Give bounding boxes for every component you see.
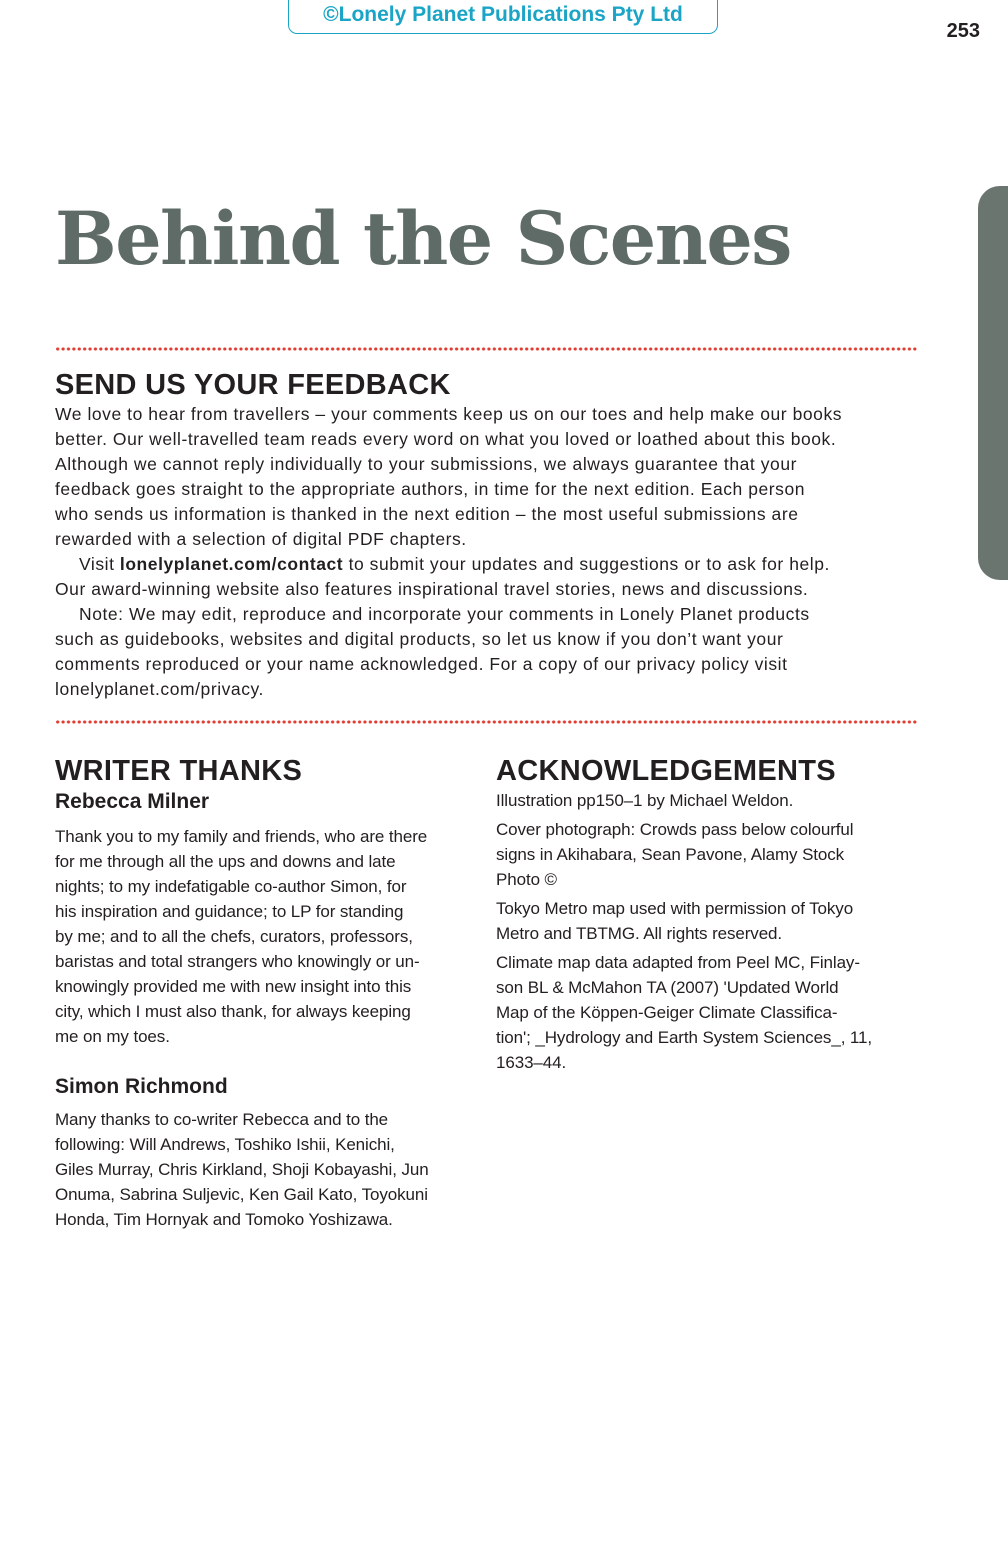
feedback-line: such as guidebooks, websites and digital products, so let us know if you don’t want your <box>55 629 784 649</box>
thanks-line: by me; and to all the chefs, curators, professors, <box>55 927 413 946</box>
ack-item <box>496 950 916 1075</box>
ack-line: Metro and TBTMG. All rights reserved. <box>496 924 783 943</box>
thanks-line: baristas and total strangers who knowingly or un- <box>55 952 420 971</box>
acknowledgements-section <box>496 754 916 1075</box>
writer-thanks-section <box>55 754 475 1232</box>
feedback-line: Although we cannot reply individually to your submissions, we always guarantee that your <box>55 454 797 474</box>
thanks-line: me on my toes. <box>55 1027 170 1046</box>
feedback-contact-line <box>55 552 925 577</box>
ack-item <box>496 896 916 946</box>
thanks-line: Honda, Tim Hornyak and Tomoko Yoshizawa. <box>55 1210 393 1229</box>
ack-line: Map of the Köppen-Geiger Climate Classifica- <box>496 1003 838 1022</box>
feedback-line: feedback goes straight to the appropriate authors, in time for the next edition. Each person <box>55 479 806 499</box>
feedback-line: Our award-winning website also features inspirational travel stories, news and discussions. <box>55 579 809 599</box>
feedback-line: better. Our well-travelled team reads every word on what you loved or loathed about this book. <box>55 429 837 449</box>
ack-line: Illustration pp150–1 by Michael Weldon. <box>496 791 794 810</box>
ack-line: 1633–44. <box>496 1053 567 1072</box>
feedback-line: rewarded with a selection of digital PDF chapters. <box>55 529 467 549</box>
writer-name: Simon Richmond <box>55 1075 228 1098</box>
feedback-heading: SEND US YOUR FEEDBACK <box>55 369 451 401</box>
ack-item <box>496 788 916 813</box>
dotted-divider <box>55 347 917 351</box>
ack-line: Climate map data adapted from Peel MC, Finlay- <box>496 953 860 972</box>
page-title: Behind the Scenes <box>55 196 791 282</box>
thanks-line: Giles Murray, Chris Kirkland, Shoji Kobayashi, Jun <box>55 1160 429 1179</box>
thanks-line: for me through all the ups and downs and late <box>55 852 396 871</box>
copyright-text: ©Lonely Planet Publications Pty Ltd <box>323 3 683 26</box>
ack-line: signs in Akihabara, Sean Pavone, Alamy Stock <box>496 845 845 864</box>
ack-line: Photo © <box>496 870 557 889</box>
thanks-line: Onuma, Sabrina Suljevic, Ken Gail Kato, Toyokuni <box>55 1185 428 1204</box>
feedback-line: We love to hear from travellers – your comments keep us on our toes and help make our books <box>55 404 843 424</box>
visit-text: Visit <box>79 554 120 574</box>
ack-line: son BL & McMahon TA (2007) 'Updated World <box>496 978 839 997</box>
chapter-side-tab <box>978 186 1008 580</box>
dotted-divider <box>55 720 917 724</box>
thanks-line: Thank you to my family and friends, who are there <box>55 827 428 846</box>
feedback-section <box>55 368 925 702</box>
feedback-line: Note: We may edit, reproduce and incorporate your comments in Lonely Planet products <box>79 604 810 624</box>
thanks-line: following: Will Andrews, Toshiko Ishii, Kenichi, <box>55 1135 395 1154</box>
thanks-line: his inspiration and guidance; to LP for standing <box>55 902 404 921</box>
contact-suffix: to submit your updates and suggestions or to ask for help. <box>343 554 830 574</box>
page-number: 253 <box>946 20 980 42</box>
writer-name: Rebecca Milner <box>55 790 210 813</box>
privacy-link[interactable]: lonelyplanet.com/privacy. <box>55 679 264 699</box>
thanks-line: knowingly provided me with new insight into this <box>55 977 412 996</box>
feedback-line: comments reproduced or your name acknowledged. For a copy of our privacy policy visit <box>55 654 788 674</box>
ack-item <box>496 817 916 892</box>
feedback-line: who sends us information is thanked in the next edition – the most useful submissions are <box>55 504 799 524</box>
acknowledgements-heading: ACKNOWLEDGEMENTS <box>496 755 836 787</box>
ack-line: Tokyo Metro map used with permission of Tokyo <box>496 899 854 918</box>
thanks-line: Many thanks to co-writer Rebecca and to the <box>55 1110 389 1129</box>
ack-line: tion'; _Hydrology and Earth System Sciences_, 11, <box>496 1028 873 1047</box>
copyright-banner <box>288 0 718 34</box>
thanks-line: city, which I must also thank, for always keeping <box>55 1002 411 1021</box>
contact-link[interactable]: lonelyplanet.com/contact <box>119 554 344 574</box>
writer-thanks-heading: WRITER THANKS <box>55 755 303 787</box>
ack-line: Cover photograph: Crowds pass below colourful <box>496 820 854 839</box>
thanks-line: nights; to my indefatigable co-author Simon, for <box>55 877 407 896</box>
